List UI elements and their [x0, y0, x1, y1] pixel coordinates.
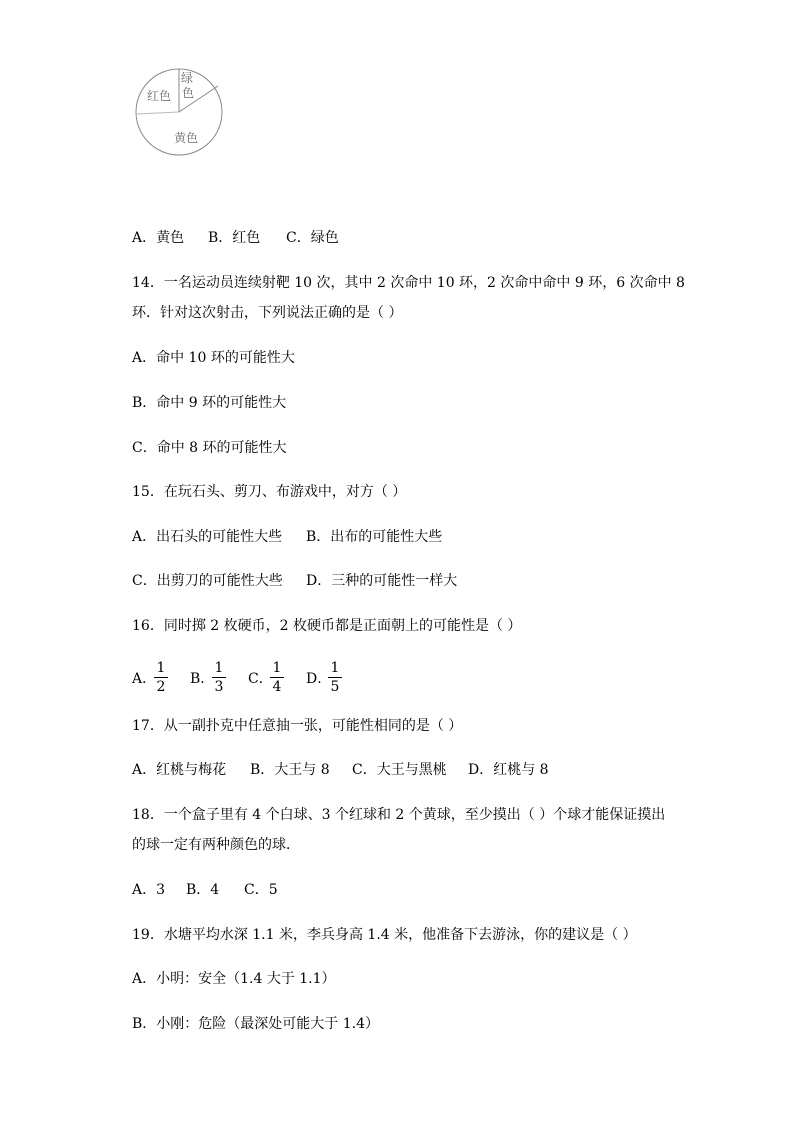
q17-option-b: B．大王与 8: [250, 762, 330, 778]
q14-option-c: C．命中 8 环的可能性大: [132, 440, 287, 456]
q16-option-b-label: B．: [190, 671, 215, 687]
q16-option-c-label: C．: [248, 671, 273, 687]
q15-options-row1: [132, 528, 442, 546]
q16-option-a-fraction: [154, 660, 168, 695]
q15-option-d: D．三种的可能性一样大: [306, 573, 458, 589]
q18-stem-line1: 18．一个盒子里有 4 个白球、3 个红球和 2 个黄球，至少摸出（ ）个球才能保证摸出: [132, 807, 666, 823]
q14-option-b: B．命中 9 环的可能性大: [132, 395, 287, 411]
q15-options-row2: [132, 572, 457, 590]
fraction-numerator: 1: [154, 660, 168, 678]
q15-option-a: A．出石头的可能性大些: [132, 529, 283, 545]
q17-option-c: C．大王与黑桃: [352, 762, 447, 778]
q19-stem: 19．水塘平均水深 1.1 米，李兵身高 1.4 米，他准备下去游泳，你的建议是（ ）: [132, 927, 637, 943]
q14-stem-line1: 14．一名运动员连续射靶 10 次，其中 2 次命中 10 环，2 次命中命中 9 环，6 次命中 8: [132, 275, 685, 291]
q16-option-a-label: A．: [132, 671, 157, 687]
pie-label-red: 红色: [147, 89, 172, 103]
fraction-denominator: 5: [330, 679, 340, 695]
fraction-denominator: 4: [272, 679, 282, 695]
q19-option-b: B．小刚：危险（最深处可能大于 1.4）: [132, 1016, 380, 1032]
q17-options: [132, 761, 549, 779]
q13-options: [132, 229, 339, 247]
fraction-denominator: 3: [214, 679, 224, 695]
q19-option-a: A．小明：安全（1.4 大于 1.1）: [132, 971, 336, 987]
q15-option-b: B．出布的可能性大些: [306, 529, 443, 545]
q13-option-a: A．黄色: [132, 230, 185, 246]
q18-stem-line2: 的球一定有两种颜色的球．: [132, 837, 300, 853]
fraction-denominator: 2: [156, 679, 166, 695]
q16-option-d-label: D．: [306, 671, 332, 687]
q16-option-b-fraction: [212, 660, 226, 695]
q14-stem-line2: 环．针对这次射击，下列说法正确的是（ ）: [132, 305, 403, 321]
q18-option-c: C．5: [244, 882, 278, 898]
q13-option-c: C．绿色: [286, 230, 339, 246]
q15-option-c: C．出剪刀的可能性大些: [132, 573, 283, 589]
q14-option-a: A．命中 10 环的可能性大: [132, 350, 295, 366]
q17-stem: 17．从一副扑克中任意抽一张，可能性相同的是（ ）: [132, 718, 463, 734]
q16-option-c-fraction: [270, 660, 284, 695]
fraction-numerator: 1: [270, 660, 284, 678]
q18-options: [132, 881, 278, 899]
q18-option-a: A．3: [132, 882, 166, 898]
q17-option-a: A．红桃与梅花: [132, 762, 227, 778]
fraction-numerator: 1: [212, 660, 226, 678]
spinner-pie-figure: [134, 66, 226, 158]
pie-label-yellow: 黄色: [174, 131, 199, 145]
pie-label-green-top: 绿: [181, 71, 194, 85]
pie-label-green-bottom: 色: [182, 86, 195, 100]
q18-option-b: B．4: [186, 882, 220, 898]
fraction-numerator: 1: [328, 660, 342, 678]
q15-stem: 15．在玩石头、剪刀、布游戏中，对方（ ）: [132, 484, 407, 500]
q17-option-d: D．红桃与 8: [468, 762, 549, 778]
q16-stem: 16．同时掷 2 枚硬币，2 枚硬币都是正面朝上的可能性是（ ）: [132, 618, 522, 634]
q16-option-d-fraction: [328, 660, 342, 695]
q13-option-b: B．红色: [208, 230, 261, 246]
